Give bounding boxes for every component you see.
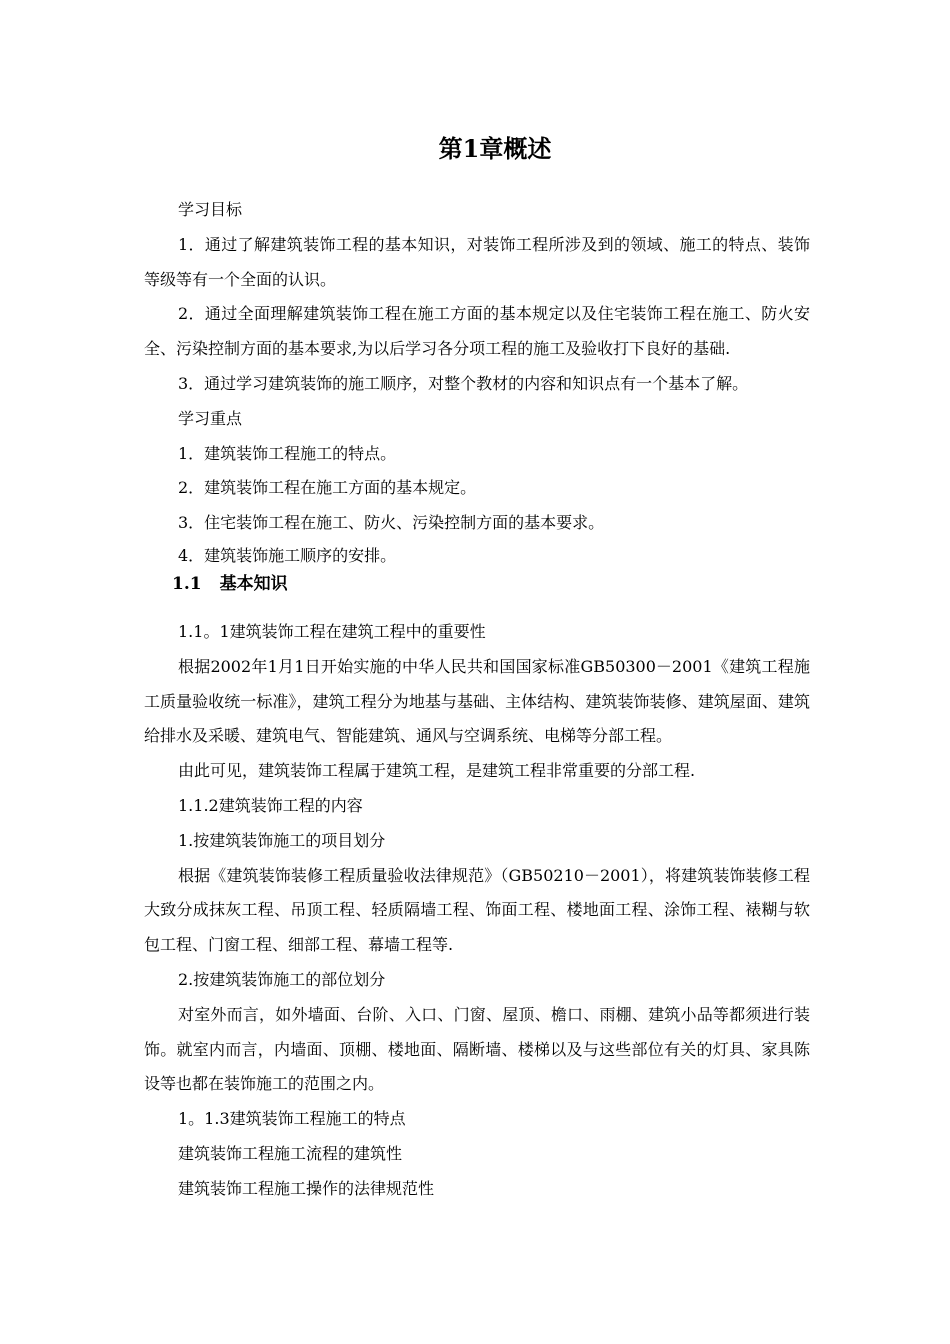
paragraph: 建筑装饰工程施工操作的法律规范性	[178, 1178, 435, 1198]
paragraph: 建筑装饰工程施工流程的建筑性	[178, 1143, 403, 1163]
page-title: 第1章概述	[438, 134, 552, 163]
paragraph: 2．通过全面理解建筑装饰工程在施工方面的基本规定以及住宅装饰工程在施工、防火安全、污染控制方面的基本要求,为以后学习各分项工程的施工及验收打下良好的基础.	[144, 304, 810, 359]
paragraph: 对室外而言，如外墙面、台阶、入口、门窗、屋顶、檐口、雨棚、建筑小品等都须进行装饰。就室内而言，内墙面、顶棚、楼地面、隔断墙、楼梯以及与这些部位有关的灯具、家具陈设等也都在装饰施工的范围之内。	[144, 1004, 810, 1094]
paragraph: 学习重点	[178, 408, 243, 428]
paragraph: 4．建筑装饰施工顺序的安排。	[178, 545, 397, 565]
section-heading	[144, 571, 810, 615]
paragraph: 1.按建筑装饰施工的项目划分	[178, 830, 386, 850]
paragraph: 1.1。1建筑装饰工程在建筑工程中的重要性	[178, 621, 486, 641]
section-number: 1.1	[172, 573, 202, 594]
paragraph: 1.1.2建筑装饰工程的内容	[178, 795, 363, 815]
paragraph: 根据2002年1月1日开始实施的中华人民共和国国家标准GB50300－2001《建筑工程施工质量验收统一标准》，建筑工程分为地基与基础、主体结构、建筑装饰装修、建筑屋面、建筑给排水及采暖、建筑电气、智能建筑、通风与空调系统、电梯等分部工程。	[144, 656, 810, 746]
paragraph: 3．通过学习建筑装饰的施工顺序，对整个教材的内容和知识点有一个基本了解。	[178, 373, 749, 393]
paragraph: 1．通过了解建筑装饰工程的基本知识，对装饰工程所涉及到的领域、施工的特点、装饰等级等有一个全面的认识。	[144, 234, 810, 289]
document-body	[144, 193, 810, 1207]
paragraph: 学习目标	[178, 200, 243, 219]
paragraph: 2．建筑装饰工程在施工方面的基本规定。	[178, 478, 477, 498]
paragraph: 根据《建筑装饰装修工程质量验收法律规范》（GB50210－2001），将建筑装饰装修工程大致分成抹灰工程、吊顶工程、轻质隔墙工程、饰面工程、楼地面工程、涂饰工程、裱糊与软包工程、门窗工程、细部工程、幕墙工程等.	[144, 865, 810, 955]
paragraph: 由此可见，建筑装饰工程属于建筑工程，是建筑工程非常重要的分部工程.	[178, 761, 696, 781]
paragraph: 2.按建筑装饰施工的部位划分	[178, 969, 386, 989]
section-title: 基本知识	[219, 573, 288, 594]
paragraph: 1．建筑装饰工程施工的特点。	[178, 443, 397, 463]
paragraph: 3．住宅装饰工程在施工、防火、污染控制方面的基本要求。	[178, 513, 605, 533]
paragraph: 1。1.3建筑装饰工程施工的特点	[178, 1109, 406, 1129]
